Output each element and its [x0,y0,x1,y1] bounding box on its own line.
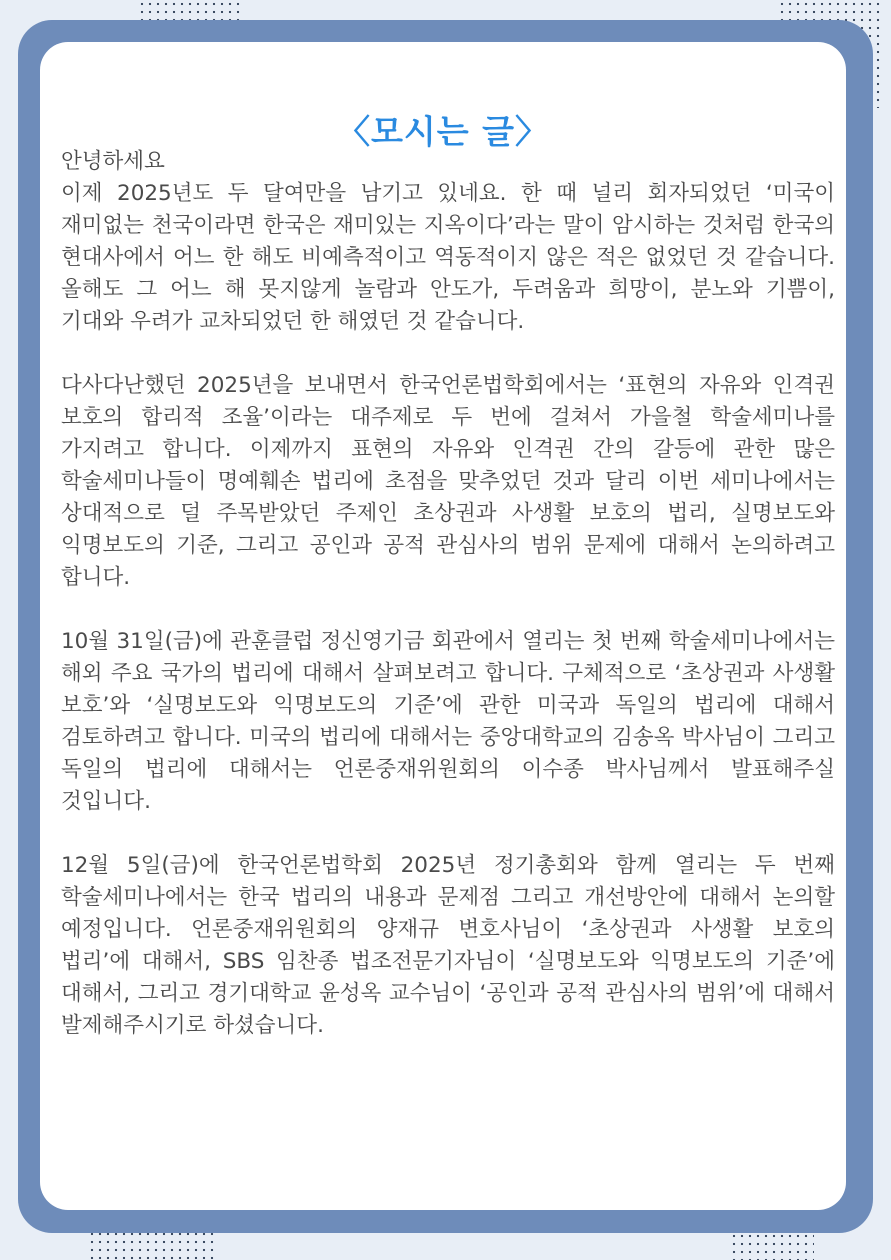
paragraph-first-seminar: 10월 31일(금)에 관훈클럽 정신영기금 회관에서 열리는 첫 번째 학술세미나에서는 해외 주요 국가의 법리에 대해서 살펴보려고 합니다. 구체적으로 ‘초상권과 사생활 보호’와 ‘실명보도와 익명보도의 기준’에 관한 미국과 독일의 법리에 대해서 검토하려고 합니다. 미국의 법리에 대해서는 중앙대학교의 김송옥 박사님이 그리고 독일의 법리에 대해서는 언론중재위원회의 이수종 박사님께서 발표해주실 것입니다. [61,629,835,814]
letter-body [61,146,835,1042]
paragraph-second-seminar: 12월 5일(금)에 한국언론법학회 2025년 정기총회와 함께 열리는 두 번째 학술세미나에서는 한국 법리의 내용과 문제점 그리고 개선방안에 대해서 논의할 예정입니다. 언론중재위원회의 양재규 변호사님이 ‘초상권과 사생활 보호의 법리’에 대해서, SBS 임찬종 법조전문기자님이 ‘실명보도와 익명보도의 기준’에 대해서, 그리고 경기대학교 윤성옥 교수님이 ‘공인과 공적 관심사의 범위’에 대해서 발제해주시기로 하셨습니다. [61,853,835,1038]
greeting: 안녕하세요 [61,149,165,174]
paragraph-seminar-theme: 다사다난했던 2025년을 보내면서 한국언론법학회에서는 ‘표현의 자유와 인격권 보호의 합리적 조율’이라는 대주제로 두 번에 걸쳐서 가을철 학술세미나를 가지려고 합니다. 이제까지 표현의 자유와 인격권 간의 갈등에 관한 많은 학술세미나들이 명예훼손 법리에 초점을 맞추었던 것과 달리 이번 세미나에서는 상대적으로 덜 주목받았던 주제인 초상권과 사생활 보호의 법리, 실명보도와 익명보도의 기준, 그리고 공인과 공적 관심사의 범위 문제에 대해서 논의하려고 합니다. [61,373,835,590]
page-title: 〈모시는 글〉 [336,112,549,151]
paragraph-intro: 이제 2025년도 두 달여만을 남기고 있네요. 한 때 널리 회자되었던 ‘미국이 재미없는 천국이라면 한국은 재미있는 지옥이다’라는 말이 암시하는 것처럼 한국의 현대사에서 어느 한 해도 비예측적이고 역동적이지 않은 적은 없었던 것 같습니다. 올해도 그 어느 해 못지않게 놀람과 안도가, 두려움과 희망이, 분노와 기쁨이, 기대와 우려가 교차되었던 한 해였던 것 같습니다. [61,181,835,334]
invitation-card [40,42,846,1210]
